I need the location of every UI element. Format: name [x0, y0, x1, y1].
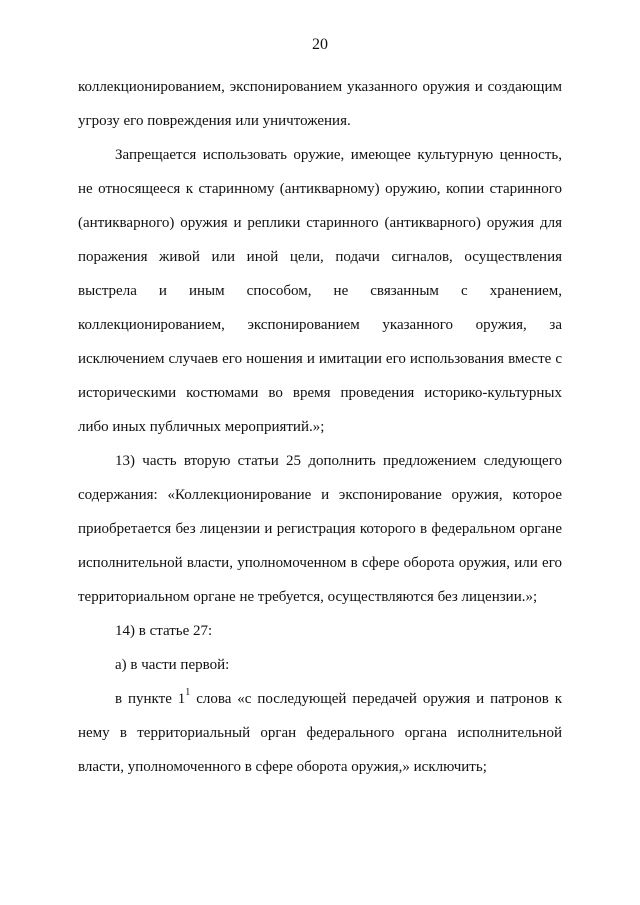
paragraph-continuation: коллекционированием, экспонированием указанного оружия и создающим угрозу его повреждения или уничтожения.: [78, 79, 562, 129]
point-superscript: 1: [185, 687, 191, 698]
paragraph-item-14: 14) в статье 27:: [115, 623, 213, 639]
point-text-before: в пункте 1: [115, 691, 186, 707]
point-text-after: слова «с последующей передачей оружия и патронов к нему в территориальный орган федерального органа исполнительной власти, уполномоченного в сфере оборота оружия,» исключить;: [78, 691, 562, 775]
document-body: [78, 70, 562, 784]
paragraph-item-13: 13) часть вторую статьи 25 дополнить предложением следующего содержания: «Коллекционирование и экспонирование оружия, которое приобретается без лицензии и регистрация которого в федеральном органе исполнительной власти, уполномоченном в сфере оборота оружия, или его территориальном органе не требуется, осуществляются без лицензии.»;: [78, 453, 562, 605]
paragraph-point-1-1: [78, 682, 562, 784]
page-number: 20: [312, 36, 328, 53]
paragraph-prohibition: Запрещается использовать оружие, имеющее культурную ценность, не относящееся к старинному (антикварному) оружию, копии старинного (антикварного) оружия и реплики старинного (антикварного) оружия для поражения живой или иной цели, подачи сигналов, осуществления выстрела и иным способом, не связанным с хранением, коллекционированием, экспонированием указанного оружия, за исключением случаев его ношения и имитации его использования вместе с историческими костюмами во время проведения историко-культурных либо иных публичных мероприятий.»;: [78, 147, 562, 435]
paragraph-subitem-a: а) в части первой:: [115, 657, 230, 673]
